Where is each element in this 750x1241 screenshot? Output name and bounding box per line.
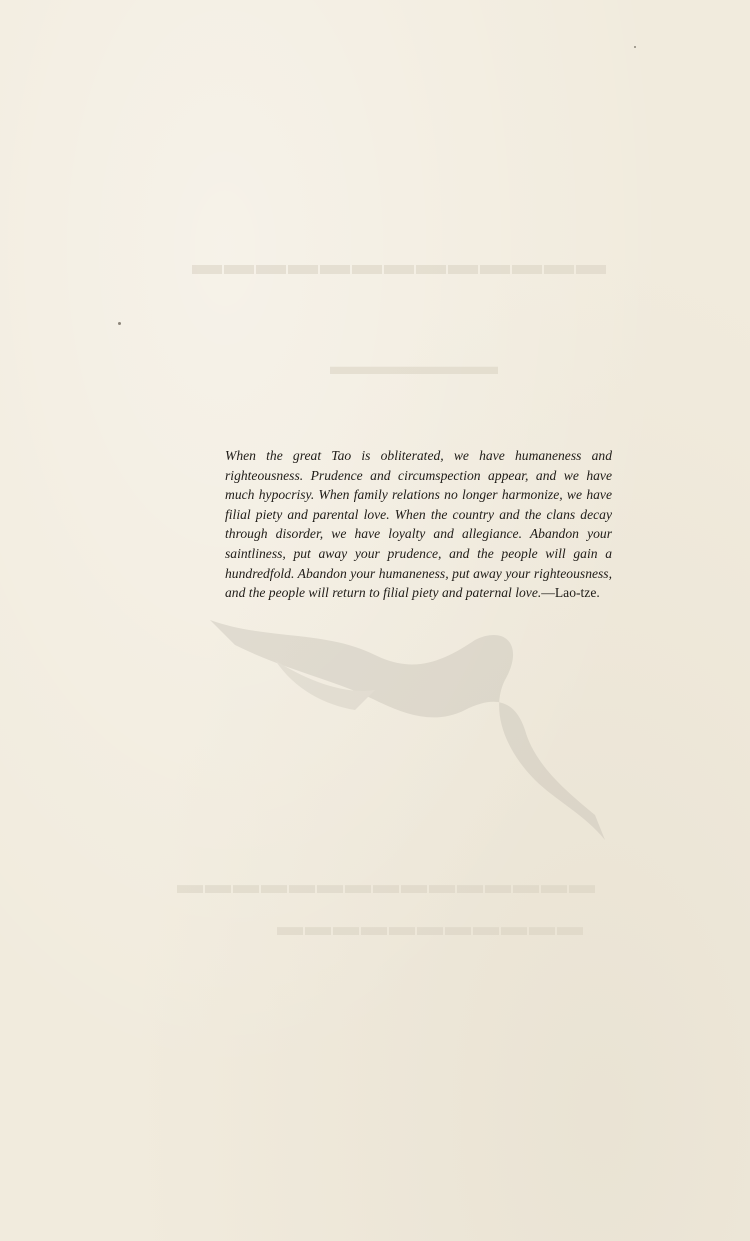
bleed-through-part-two: ▬▬▬▬▬▬▬▬▬▬▬	[275, 912, 583, 941]
bleed-through-bird-illustration	[205, 600, 625, 850]
paper-speck	[634, 46, 636, 48]
bleed-through-part-one: ▬▬▬▬▬▬▬▬▬▬▬▬▬▬▬	[175, 870, 595, 899]
bleed-through-author: ▬▬▬▬▬▬▬	[330, 354, 498, 380]
epigraph	[225, 446, 612, 603]
bleed-through-title: ▬▬▬▬▬▬▬▬▬▬▬▬▬	[190, 248, 606, 281]
epigraph-quote: When the great Tao is obliterated, we have humaneness and righteousness. Prudence and circumspection appear, and we have much hypocrisy. When family relations no longer harmonize, we have filial piety and parental love. When the country and the clans decay through disorder, we have loyalty and allegiance. Abandon your saintliness, put away your prudence, and the people will gain a hundredfold. Abandon your humaneness, put away your righteousness, and the people will return to filial piety and paternal love.	[225, 448, 612, 601]
epigraph-attribution: —Lao-tze.	[541, 585, 600, 601]
paper-speck	[118, 322, 121, 325]
